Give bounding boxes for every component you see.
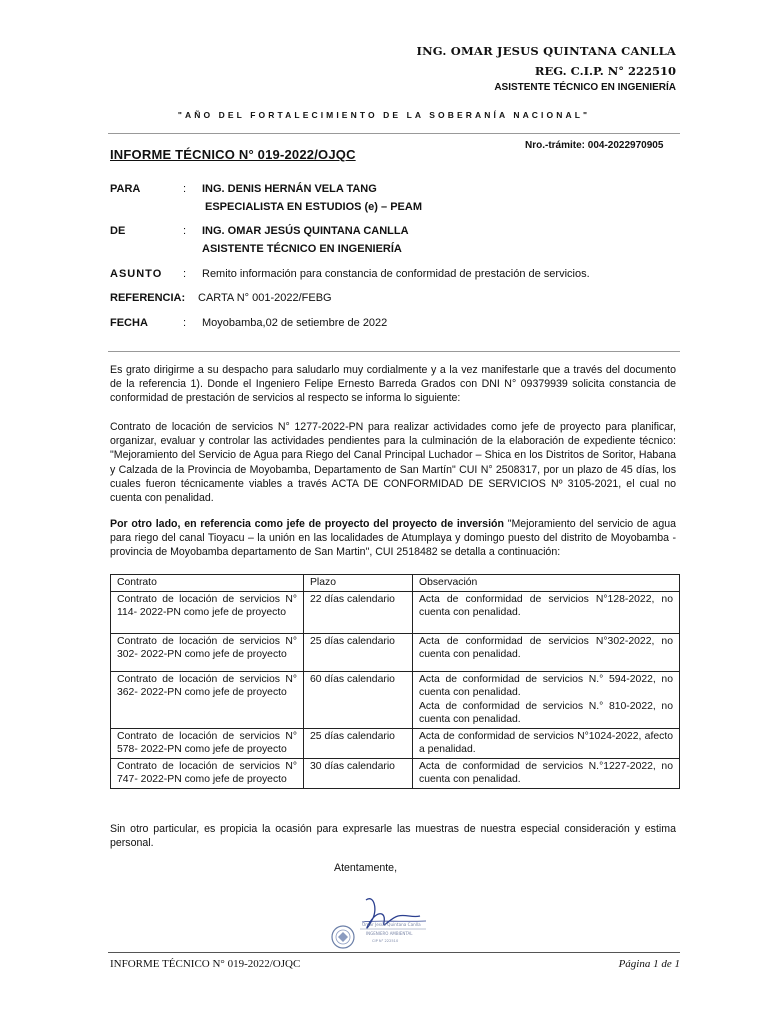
cell-plazo: 22 días calendario	[304, 591, 413, 633]
stamp-cip-text: CIP N° 222510	[372, 939, 399, 943]
contract-paragraph: Contrato de locación de servicios N° 1277-2022-PN para realizar actividades como jefe de proyecto para planificar, organizar, evaluar y controlar las actividades pendientes para la culminación de la elaboración de expediente técnico: "Mejoramiento del Servicio de Agua para Riego del Canal Principal Luchador – Shica en los Distritos de Soritor, Habana y Calzada de la Provincia de Moyobamba, Departamento de San Martín" CUI N° 2508317, por un plazo de 45 días, los cuales fueron técnicamente viables a través ACTA DE CONFORMIDAD DE SERVICIOS Nº 3105-2021, el cual no cuenta con penalidad.	[110, 421, 676, 505]
referencia-value: CARTA N° 001-2022/FEBG	[198, 292, 332, 304]
year-title: "AÑO DEL FORTALECIMIENTO DE LA SOBERANÍA NACIONAL"	[177, 110, 591, 120]
cell-plazo: 60 días calendario	[304, 671, 413, 728]
observacion-line: Acta de conformidad de servicios N.° 594-2022, no cuenta con penalidad.	[419, 673, 673, 698]
de-position: ASISTENTE TÉCNICO EN INGENIERÍA	[202, 243, 402, 255]
de-label: DE	[110, 225, 126, 237]
footer-page-number: Página 1 de 1	[618, 958, 680, 970]
cell-contrato: Contrato de locación de servicios N° 302- 2022-PN como jefe de proyecto	[111, 633, 304, 671]
fields-divider	[108, 351, 680, 352]
cell-contrato: Contrato de locación de servicios N° 362- 2022-PN como jefe de proyecto	[111, 671, 304, 728]
tramite-number: Nro.-trámite: 004-2022970905	[525, 140, 664, 151]
table-header-row	[111, 575, 680, 592]
cell-observacion: Acta de conformidad de servicios N°128-2022, no cuenta con penalidad.	[413, 591, 680, 633]
col-header-observacion: Observación	[413, 575, 680, 592]
table-row	[111, 671, 680, 728]
engineer-role: ASISTENTE TÉCNICO EN INGENIERÍA	[494, 82, 676, 93]
cell-contrato: Contrato de locación de servicios N° 578- 2022-PN como jefe de proyecto	[111, 728, 304, 758]
para-label: PARA	[110, 183, 141, 195]
asunto-label: ASUNTO	[110, 268, 163, 280]
cell-plazo: 30 días calendario	[304, 758, 413, 788]
contracts-table	[110, 574, 680, 789]
engineer-name: ING. OMAR JESUS QUINTANA CANLLA	[416, 44, 676, 58]
table-row	[111, 728, 680, 758]
referencia-label: REFERENCIA:	[110, 292, 186, 304]
fecha-label: FECHA	[110, 317, 148, 329]
para-position: ESPECIALISTA EN ESTUDIOS (e) – PEAM	[205, 201, 422, 213]
cell-plazo: 25 días calendario	[304, 633, 413, 671]
col-header-plazo: Plazo	[304, 575, 413, 592]
cell-observacion: Acta de conformidad de servicios N°1024-2022, afecto a penalidad.	[413, 728, 680, 758]
stamp-name-text: Omar Jesús Quintana Canlla	[362, 922, 421, 927]
fecha-value: Moyobamba,02 de setiembre de 2022	[202, 317, 388, 329]
stamp-title-text: INGENIERO AMBIENTAL	[366, 931, 413, 936]
de-name: ING. OMAR JESÚS QUINTANA CANLLA	[202, 225, 409, 237]
col-header-contrato: Contrato	[111, 575, 304, 592]
footer-divider	[108, 952, 680, 953]
closing-paragraph: Sin otro particular, es propicia la ocasión para expresarle las muestras de nuestra especial consideración y estima personal.	[110, 823, 676, 850]
header-divider	[108, 133, 680, 134]
de-colon: :	[183, 225, 187, 237]
project-paragraph-rest: "Mejoramiento del servicio de agua para riego del canal Tioyacu – la unión en las localidades de Atumplaya y domingo puesto del distrito de Moyobamba - provincia de Moyobamba departamento de San Martin", CUI 2518482 se detalla a continuación:	[110, 518, 676, 559]
para-colon: :	[183, 183, 187, 195]
cell-plazo: 25 días calendario	[304, 728, 413, 758]
intro-paragraph: Es grato dirigirme a su despacho para saludarlo muy cordialmente y a la vez manifestarle que a través del documento de la referencia 1). Donde el Ingeniero Felipe Ernesto Barreda Grados con DNI N° 09379939 solicita constancia de conformidad de prestación de servicios al respecto se informa lo siguiente:	[110, 364, 676, 405]
para-name: ING. DENIS HERNÁN VELA TANG	[202, 183, 377, 195]
footer-report-id: INFORME TÉCNICO N° 019-2022/OJQC	[110, 958, 301, 970]
asunto-value: Remito información para constancia de conformidad de prestación de servicios.	[202, 268, 590, 280]
table-row	[111, 758, 680, 788]
cell-contrato: Contrato de locación de servicios N° 114- 2022-PN como jefe de proyecto	[111, 591, 304, 633]
cell-contrato: Contrato de locación de servicios N° 747- 2022-PN como jefe de proyecto	[111, 758, 304, 788]
fecha-colon: :	[183, 317, 187, 329]
asunto-colon: :	[183, 268, 187, 280]
report-title: INFORME TÉCNICO N° 019-2022/OJQC	[110, 147, 356, 162]
project-paragraph-lead: Por otro lado, en referencia como jefe de proyecto del proyecto de inversión	[110, 518, 504, 530]
table-row	[111, 591, 680, 633]
table-row	[111, 633, 680, 671]
cell-observacion: Acta de conformidad de servicios N.°1227-2022, no cuenta con penalidad.	[413, 758, 680, 788]
cell-observacion: Acta de conformidad de servicios N°302-2022, no cuenta con penalidad.	[413, 633, 680, 671]
engineer-registration: REG. C.I.P. N° 222510	[534, 64, 676, 78]
signature-stamp	[326, 892, 436, 952]
cell-observacion	[413, 671, 680, 728]
sign-off: Atentamente,	[334, 862, 398, 874]
project-paragraph	[110, 517, 676, 560]
observacion-line: Acta de conformidad de servicios N.° 810-2022, no cuenta con penalidad.	[419, 700, 673, 725]
